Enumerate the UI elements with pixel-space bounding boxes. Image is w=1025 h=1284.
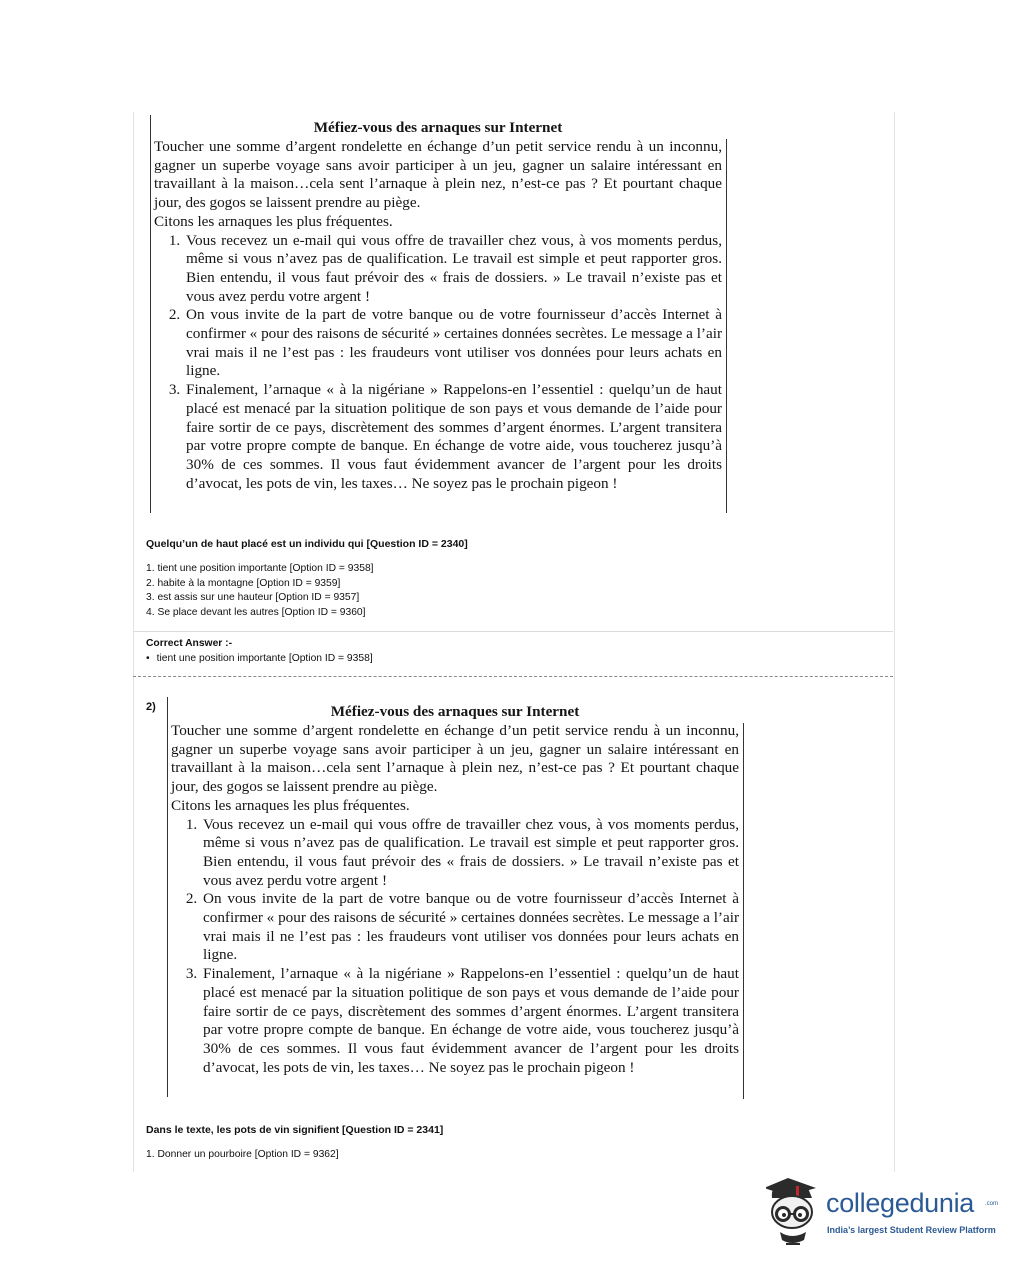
question-2-number: 2) [146, 701, 156, 713]
brand-name: collegedunia [826, 1188, 975, 1218]
correct-answer-label: Correct Answer :- [146, 638, 233, 649]
passage-right-rule [726, 139, 727, 513]
correct-answer-block [146, 638, 373, 664]
option-item: 1. Donner un pourboire [Option ID = 9362] [146, 1149, 339, 1160]
passage-2 [171, 703, 739, 1077]
mascot-icon [766, 1176, 824, 1250]
question-2-text: Dans le texte, les pots de vin signifient [Question ID = 2341] [146, 1124, 444, 1136]
passage-intro: Toucher une somme d’argent rondelette en échange d’un petit service rendu à un inconnu, gagner un superbe voyage sans avoir participer à un jeu, gagner un salaire intéressant en travaillant à la maison…cela sent l’arnaque à plein nez, n’est-ce pas ? Et pourtant chaque jour, des gogos se laissent prendre au piège. [171, 722, 739, 796]
question-2-options [146, 1148, 339, 1163]
passage-title: Méfiez-vous des arnaques sur Internet [330, 703, 580, 720]
scam-list [171, 816, 739, 1078]
correct-answer: • tient une position importante [Option ID = 9358] [146, 653, 373, 664]
passage-1 [154, 119, 722, 493]
passage-title: Méfiez-vous des arnaques sur Internet [313, 119, 563, 136]
collegedunia-logo[interactable] [766, 1176, 999, 1250]
option-item: 2. habite à la montagne [Option ID = 9359] [146, 577, 341, 589]
passage-right-rule [743, 723, 744, 1099]
question-separator [133, 676, 893, 677]
passage-lead: Citons les arnaques les plus fréquentes. [171, 796, 410, 814]
passage-lead: Citons les arnaques les plus fréquentes. [154, 212, 393, 230]
scam-list [154, 232, 722, 494]
scam-item: 3. Finalement, l’arnaque « à la nigériane » Rappelons-en l’essentiel : quelqu’un de haut placé est menacé par la situation politique de son pays et vous demande de l’aide pour faire sortir de ce pays, discrètement des sommes d’argent énormes. L’argent transitera par votre propre compte de banque. En échange de votre aide, vous toucherez jusqu’à 30% de ces sommes. Il vous faut évidemment avancer de l’argent pour les droits d’avocat, les pots de vin, les taxes… Ne soyez pas le prochain pigeon ! [201, 965, 739, 1077]
question-1-options [146, 562, 374, 620]
passage-intro: Toucher une somme d’argent rondelette en échange d’un petit service rendu à un inconnu, gagner un superbe voyage sans avoir participer à un jeu, gagner un salaire intéressant en travaillant à la maison…cela sent l’arnaque à plein nez, n’est-ce pas ? Et pourtant chaque jour, des gogos se laissent prendre au piège. [154, 138, 722, 212]
brand-suffix: .com [985, 1201, 999, 1207]
option-item: 1. tient une position importante [Option ID = 9358] [146, 563, 374, 574]
scam-item: 3. Finalement, l’arnaque « à la nigériane » Rappelons-en l’essentiel : quelqu’un de haut placé est menacé par la situation politique de son pays et vous demande de l’aide pour faire sortir de ce pays, discrètement des sommes d’argent énormes. L’argent transitera par votre propre compte de banque. En échange de votre aide, vous toucherez jusqu’à 30% de ces sommes. Il vous faut évidemment avancer de l’argent pour les droits d’avocat, les pots de vin, les taxes… Ne soyez pas le prochain pigeon ! [184, 381, 722, 493]
question-1-text: Quelqu’un de haut placé est un individu qui [Question ID = 2340] [146, 538, 468, 550]
scam-item: 1. Vous recevez un e-mail qui vous offre de travailler chez vous, à vos moments perdus, même si vous n’avez pas de qualification. Le travail est simple et peut rapporter gros. Bien entendu, il vous faut prévoir des « frais de dossiers. » Le travail n’existe pas et vous avez perdu votre argent ! [201, 816, 739, 891]
divider [133, 631, 893, 632]
brand-tagline: India’s largest Student Review Platform [827, 1225, 996, 1235]
scam-item: 2. On vous invite de la part de votre banque ou de votre fournisseur d’accès Internet à confirmer « pour des raisons de sécurité » certaines données secrètes. Le message a l’air vrai mais il ne l’est pas : les fraudeurs vont utiliser vos données pour leurs achats en ligne. [184, 306, 722, 381]
passage-left-rule [150, 115, 151, 513]
passage-left-rule [167, 697, 168, 1097]
scam-item: 2. On vous invite de la part de votre banque ou de votre fournisseur d’accès Internet à confirmer « pour des raisons de sécurité » certaines données secrètes. Le message a l’air vrai mais il ne l’est pas : les fraudeurs vont utiliser vos données pour leurs achats en ligne. [201, 890, 739, 965]
scam-item: 1. Vous recevez un e-mail qui vous offre de travailler chez vous, à vos moments perdus, même si vous n’avez pas de qualification. Le travail est simple et peut rapporter gros. Bien entendu, il vous faut prévoir des « frais de dossiers. » Le travail n’existe pas et vous avez perdu votre argent ! [184, 232, 722, 307]
option-item: 3. est assis sur une hauteur [Option ID = 9357] [146, 592, 360, 604]
option-item: 4. Se place devant les autres [Option ID = 9360] [146, 606, 366, 618]
